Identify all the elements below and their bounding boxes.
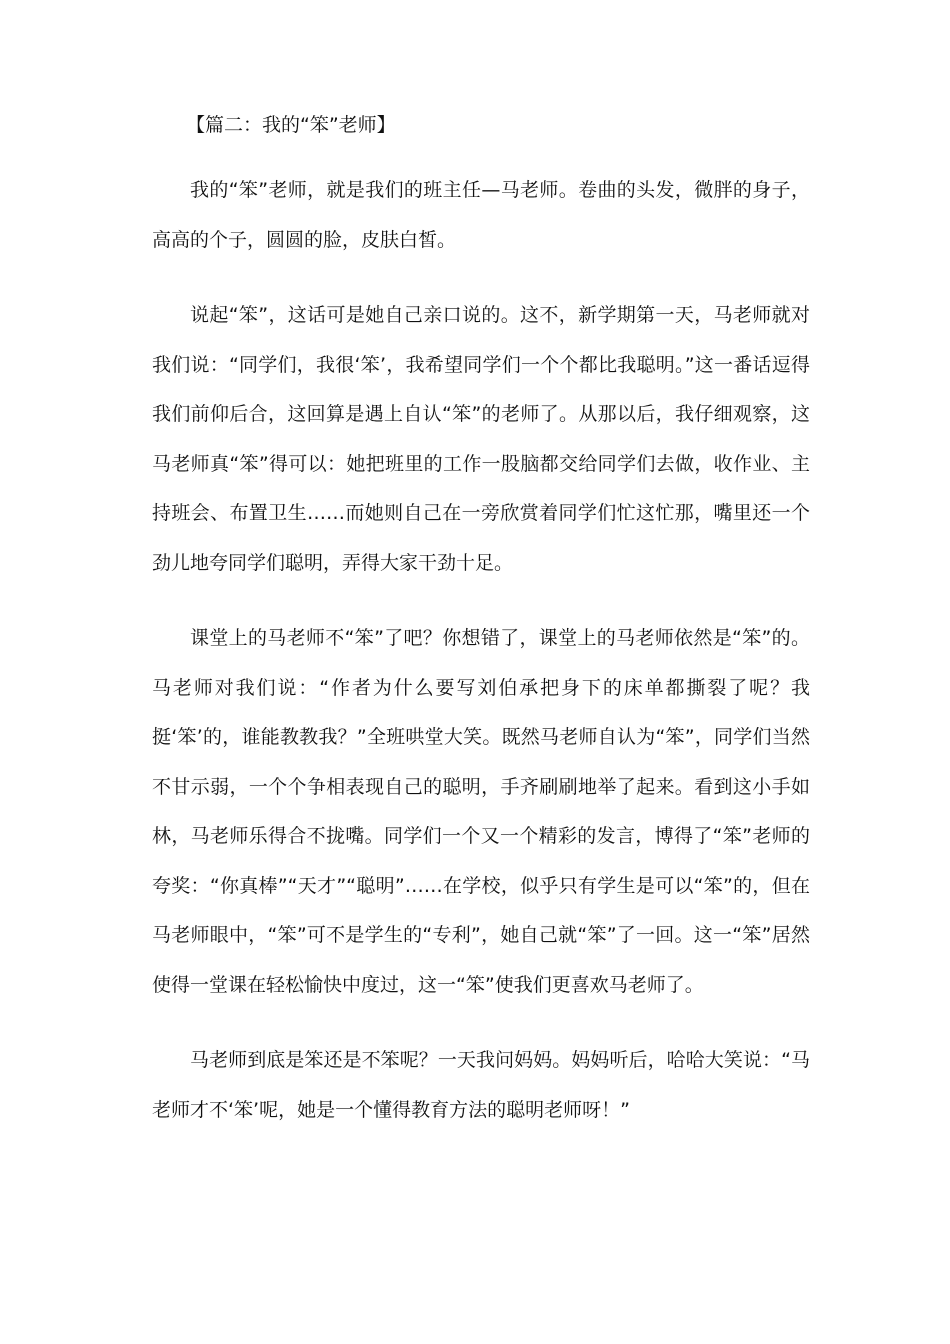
paragraph-4: 马老师到底是笨还是不笨呢？一天我问妈妈。妈妈听后，哈哈大笑说：“马老师才不‘笨’呢，她是一个懂得教育方法的聪明老师呀！” xyxy=(152,1049,810,1121)
document-page xyxy=(152,100,810,1161)
paragraph-2: 说起“笨”，这话可是她自己亲口说的。这不，新学期第一天，马老师就对我们说：“同学们，我很‘笨’，我希望同学们一个个都比我聪明。”这一番话逗得我们前仰后合，这回算是遇上自认“笨”的老师了。从那以后，我仔细观察，这马老师真“笨”得可以：她把班里的工作一股脑都交给同学们去做，收作业、主持班会、布置卫生……而她则自己在一旁欣赏着同学们忙这忙那，嘴里还一个劲儿地夸同学们聪明，弄得大家干劲十足。 xyxy=(152,304,810,574)
paragraph-1: 我的“笨”老师，就是我们的班主任—马老师。卷曲的头发，微胖的身子，高高的个子，圆圆的脸，皮肤白皙。 xyxy=(152,179,810,251)
document-title: 【篇二：我的“笨”老师】 xyxy=(186,114,396,136)
paragraph-3: 课堂上的马老师不“笨”了吧？你想错了，课堂上的马老师依然是“笨”的。马老师对我们说：“作者为什么要写刘伯承把身下的床单都撕裂了呢？我挺‘笨’的，谁能教教我？”全班哄堂大笑。既然马老师自认为“笨”，同学们当然不甘示弱，一个个争相表现自己的聪明，手齐刷刷地举了起来。看到这小手如林，马老师乐得合不拢嘴。同学们一个又一个精彩的发言，博得了“笨”老师的夸奖：“你真棒”“天才”“聪明”……在学校，似乎只有学生是可以“笨”的，但在马老师眼中，“笨”可不是学生的“专利”，她自己就“笨”了一回。这一“笨”居然使得一堂课在轻松愉快中度过，这一“笨”使我们更喜欢马老师了。 xyxy=(152,627,810,996)
